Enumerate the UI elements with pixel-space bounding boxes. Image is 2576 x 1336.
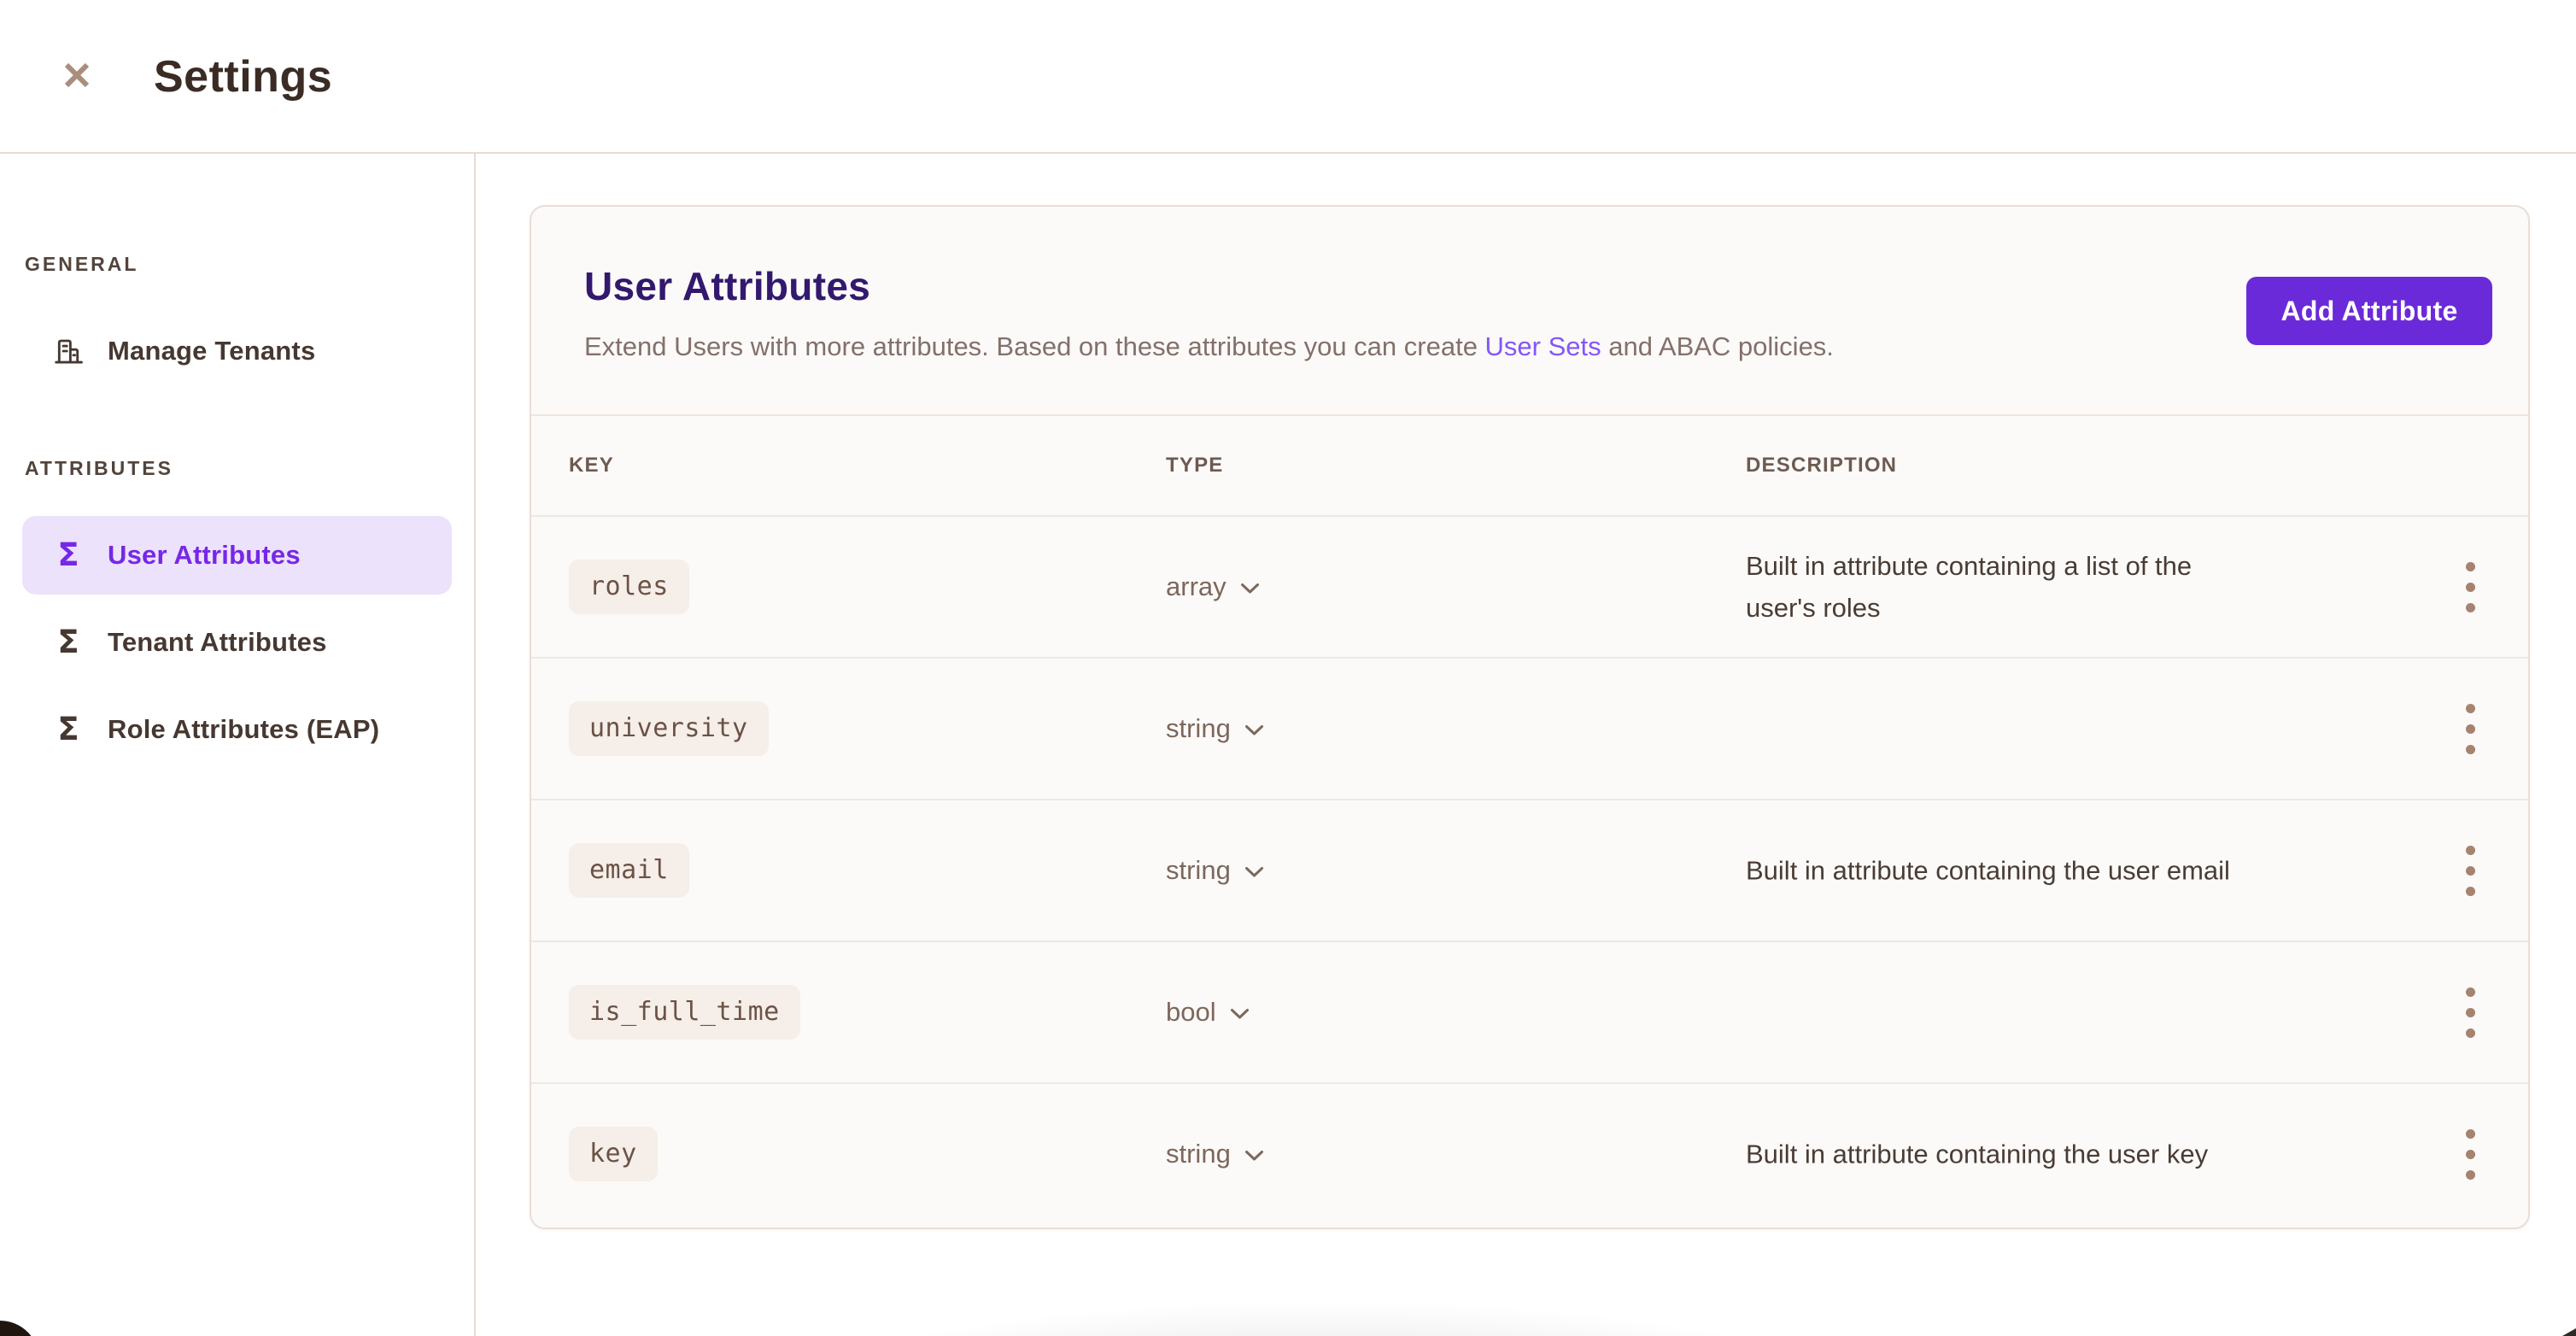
table-row (531, 657, 2528, 799)
type-value: array (1166, 571, 1227, 601)
table-row (531, 940, 2528, 1082)
sidebar-item-label: Role Attributes (EAP) (108, 714, 380, 744)
chevron-down-icon (1230, 1008, 1250, 1020)
kebab-menu-button[interactable] (2450, 686, 2491, 771)
sidebar-item-label: User Attributes (108, 540, 301, 570)
sidebar-sections (0, 253, 474, 769)
sigma-icon: Σ (57, 711, 79, 747)
column-header-description: DESCRIPTION (1746, 454, 1898, 477)
user-sets-link[interactable]: User Sets (1484, 331, 1601, 361)
chevron-down-icon (1244, 866, 1264, 878)
table-header-row (531, 416, 2528, 515)
sidebar-item-role-attributes-eap[interactable] (22, 690, 452, 769)
chevron-down-icon (1240, 583, 1260, 595)
sidebar-section (0, 457, 474, 769)
close-icon[interactable] (53, 51, 101, 99)
settings-sidebar (0, 154, 476, 1336)
sidebar-section (0, 253, 474, 390)
type-dropdown[interactable] (1166, 713, 1264, 744)
sidebar-section-label: GENERAL (25, 253, 139, 275)
attribute-key-chip: is_full_time (569, 985, 800, 1040)
x-glyph (57, 56, 97, 95)
sidebar-item-label: Manage Tenants (108, 336, 316, 366)
key-cell (569, 1127, 658, 1181)
type-value: string (1166, 713, 1231, 743)
kebab-menu-button[interactable] (2450, 544, 2491, 630)
table-row (531, 799, 2528, 940)
kebab-menu-button[interactable] (2450, 828, 2491, 913)
kebab-menu-button[interactable] (2450, 970, 2491, 1055)
sigma-icon: Σ (57, 536, 79, 573)
attributes-table-body (531, 515, 2528, 1224)
type-cell (1166, 713, 1264, 744)
card-header (531, 207, 2528, 416)
type-cell (1166, 997, 1250, 1028)
sidebar-item-manage-tenants[interactable] (22, 312, 452, 390)
type-value: string (1166, 855, 1231, 885)
type-dropdown[interactable] (1166, 855, 1264, 886)
sidebar-item-tenant-attributes[interactable] (22, 603, 452, 682)
chevron-down-icon (1244, 724, 1264, 736)
key-cell (569, 843, 689, 898)
description-prefix: Extend Users with more attributes. Based on these attributes you can create (584, 331, 1485, 361)
type-dropdown[interactable] (1166, 1139, 1264, 1169)
attribute-description: Built in attribute containing the user email (1746, 855, 2230, 886)
bottom-shadow-fog (470, 1222, 2178, 1336)
key-cell (569, 985, 800, 1040)
top-bar (0, 0, 2576, 154)
attribute-description: Built in attribute containing the user key (1746, 1139, 2209, 1169)
type-dropdown[interactable] (1166, 571, 1260, 602)
type-value: bool (1166, 997, 1216, 1027)
type-cell (1166, 1139, 1264, 1169)
attribute-key-chip: university (569, 701, 769, 756)
type-value: string (1166, 1139, 1231, 1169)
table-row (531, 515, 2528, 657)
bottom-right-speck (2562, 1328, 2576, 1336)
key-cell (569, 701, 769, 756)
building-icon (51, 335, 85, 367)
type-dropdown[interactable] (1166, 997, 1250, 1028)
add-attribute-button[interactable]: Add Attribute (2246, 277, 2492, 345)
user-attributes-card (530, 205, 2530, 1229)
attribute-key-chip: email (569, 843, 689, 898)
kebab-menu-button[interactable] (2450, 1111, 2491, 1197)
column-header-key: KEY (569, 454, 614, 477)
description-suffix: and ABAC policies. (1601, 331, 1834, 361)
card-description (584, 328, 1834, 366)
column-header-type: TYPE (1166, 454, 1224, 477)
attribute-description: Built in attribute containing a list of the user's roles (1746, 551, 2193, 623)
key-cell (569, 560, 689, 614)
table-row (531, 1082, 2528, 1224)
sidebar-item-label: Tenant Attributes (108, 627, 327, 657)
sidebar-item-user-attributes[interactable] (22, 516, 452, 595)
card-title: User Attributes (584, 264, 871, 308)
attribute-key-chip: roles (569, 560, 689, 614)
chevron-down-icon (1244, 1150, 1264, 1162)
type-cell (1166, 855, 1264, 886)
page-title: Settings (154, 52, 333, 102)
type-cell (1166, 571, 1260, 602)
sidebar-section-label: ATTRIBUTES (25, 457, 173, 479)
sigma-icon: Σ (57, 624, 79, 660)
attribute-key-chip: key (569, 1127, 658, 1181)
